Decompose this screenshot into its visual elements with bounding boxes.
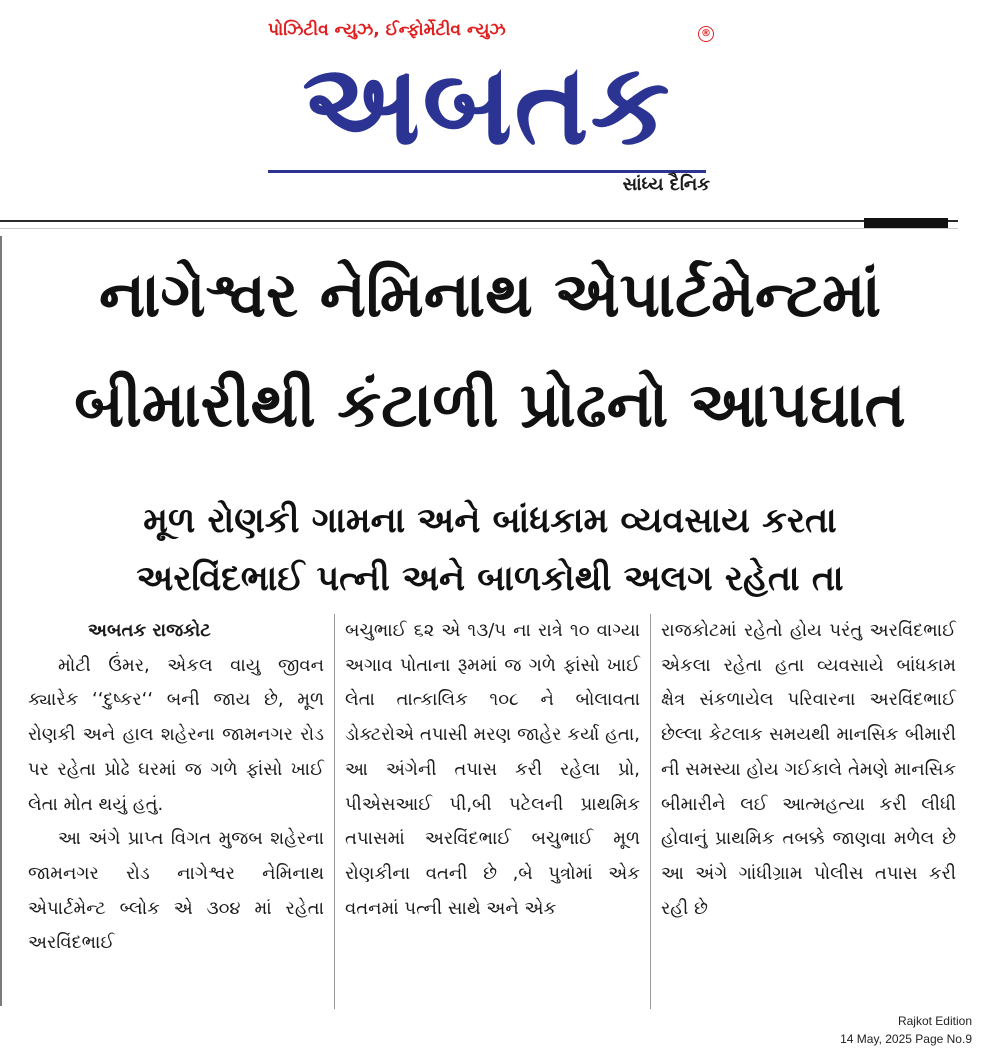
edition-date-page: 14 May, 2025 Page No.9 xyxy=(840,1032,972,1046)
subheadline-line-2: અરવિંદભાઈ પત્ની અને બાળકોથી અલગ રહેતા તા xyxy=(136,559,844,599)
column-1-paragraph-2: આ અંગે પ્રાપ્ત વિગત મુજબ શહેરના જામનગર રોડ નાગેશ્વર નેમિનાથ એપાર્ટમેન્ટ બ્લોક એ ૩૦૪ માં રહેતા અરવિંદભાઈ xyxy=(28,828,324,954)
article-column-3 xyxy=(650,614,966,1009)
article-body xyxy=(18,614,968,1009)
edition-name: Rajkot Edition xyxy=(897,1014,972,1028)
column-2-paragraph: બચુભાઈ ૬૨ એ ૧૩/૫ ના રાત્રે ૧૦ વાગ્યા અગાવ પોતાના રૂમમાં જ ગળે ફાંસો ખાઈ લેતા તાત્કાલિક ૧૦૮ ને બોલાવતા ડોક્ટરોએ તપાસી મરણ જાહેર કર્યા હતા, આ અંગેની તપાસ કરી રહેલા પ્રો, પીએસઆઈ પી,બી પટેલની પ્રાથમિક તપાસમાં અરવિંદભાઈ બચુભાઈ મૂળ રોણકીના વતની છે ,બે પુત્રોમાં એક વતનમાં પત્ની સાથે અને એક xyxy=(345,620,640,919)
registered-mark: ® xyxy=(698,26,714,42)
edition-info xyxy=(772,1012,972,1048)
article-column-1 xyxy=(18,614,334,1009)
article-headline xyxy=(20,240,960,460)
secondary-divider xyxy=(0,228,958,229)
divider-tab xyxy=(864,218,948,228)
logo-underline xyxy=(268,170,706,173)
page-left-edge xyxy=(0,236,2,1006)
headline-line-2: બીમારીથી કંટાળી પ્રોઢનો આપઘાત xyxy=(74,368,906,441)
masthead-divider xyxy=(0,220,958,222)
column-1-paragraph-1: મોટી ઉંમર, એકલ વાયુ જીવન ક્યારેક ‘‘દુષ્કર‘‘ બની જાય છે, મૂળ રોણકી અને હાલ શહેરના જામનગર રોડ પર રહેતા પ્રોઢે ઘરમાં જ ગળે ફાંસો ખાઈ લેતા મોત થયું હતું. xyxy=(28,654,324,815)
article-column-2 xyxy=(334,614,650,1009)
column-3-paragraph: રાજકોટમાં રહેતો હોય પરંતુ અરવિંદભાઈ એકલા રહેતા હતા વ્યવસાયે બાંધકામ ક્ષેત્ર સંકળાયેલ પરિવારના અરવિંદભાઈ છેલ્લા કેટલાક સમયથી માનસિક બીમારી ની સમસ્યા હોય ગઈકાલે તેમણે માનસિક બીમારીને લઈ આત્મહત્યા કરી લીધી હોવાનું પ્રાથમિક તબક્કે જાણવા મળેલ છે આ અંગે ગાંધીગ્રામ પોલીસ તપાસ કરી રહી છે xyxy=(661,620,956,919)
masthead xyxy=(0,0,982,222)
headline-line-1: નાગેશ્વર નેમિનાથ એપાર્ટમેન્ટમાં xyxy=(98,258,882,331)
newspaper-logo: અબતક xyxy=(302,40,672,170)
article-subheadline xyxy=(30,492,950,608)
article-byline: અબતક રાજકોટ xyxy=(88,620,211,641)
masthead-tagline: પોઝિટીવ ન્યુઝ, ઈન્ફોર્મેટીવ ન્યુઝ xyxy=(268,20,506,40)
subheadline-line-1: મૂળ રોણકી ગામના અને બાંધકામ વ્યવસાય કરતા xyxy=(143,501,837,541)
masthead-subtitle: સાંધ્ય દૈનિક xyxy=(622,174,710,195)
